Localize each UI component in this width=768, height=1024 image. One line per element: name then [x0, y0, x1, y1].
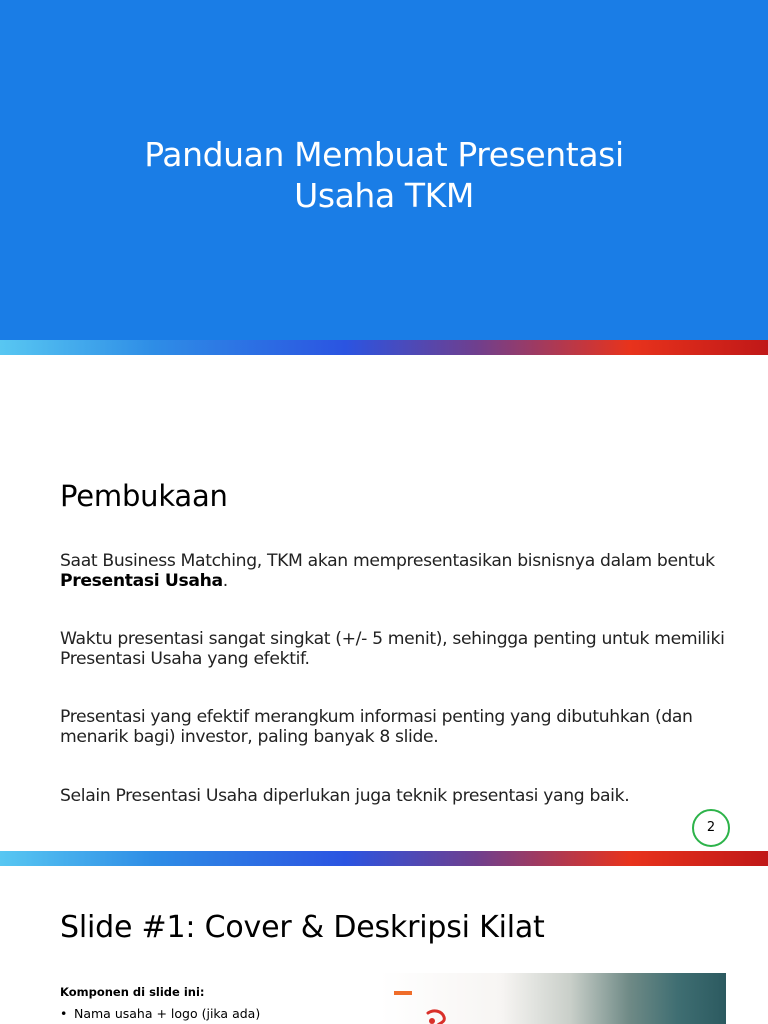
- accent-dash: [394, 991, 412, 995]
- slide1-title: Slide #1: Cover & Deskripsi Kilat: [60, 910, 545, 945]
- cover-title: [0, 134, 768, 216]
- components-list-item: [60, 1006, 260, 1021]
- slide1-description-slide: [0, 866, 768, 1024]
- components-label: Komponen di slide ini:: [60, 985, 205, 999]
- slide-divider-gradient: [0, 851, 768, 866]
- opening-paragraph-1: [60, 551, 740, 591]
- slide-divider-gradient: [0, 340, 768, 355]
- cover-title-line1: Panduan Membuat Presentasi: [144, 135, 624, 174]
- paragraph-1-text: Saat Business Matching, TKM akan mempresentasikan bisnisnya dalam bentuk: [60, 551, 715, 571]
- opening-paragraph-4: Selain Presentasi Usaha diperlukan juga teknik presentasi yang baik.: [60, 786, 630, 806]
- opening-paragraph-2: Waktu presentasi sangat singkat (+/- 5 menit), sehingga penting untuk memiliki Presentasi Usaha yang efektif.: [60, 629, 725, 669]
- cover-slide: [0, 0, 768, 340]
- example-slide-thumbnail: [380, 973, 726, 1024]
- opening-title: Pembukaan: [60, 479, 228, 513]
- component-text: Nama usaha + logo (jika ada): [74, 1006, 261, 1021]
- bullet-glyph: •: [60, 1006, 68, 1021]
- paragraph-1-end: .: [222, 571, 228, 591]
- opening-paragraph-3: Presentasi yang efektif merangkum informasi penting yang dibutuhkan (dan menarik bagi) investor, paling banyak 8 slide.: [60, 707, 693, 747]
- opening-slide: [0, 355, 768, 851]
- paragraph-1-bold: Presentasi Usaha: [60, 571, 223, 591]
- page-number-badge: 2: [692, 809, 730, 847]
- cover-title-line2: Usaha TKM: [294, 176, 474, 215]
- logo-mark-icon: [420, 1007, 454, 1024]
